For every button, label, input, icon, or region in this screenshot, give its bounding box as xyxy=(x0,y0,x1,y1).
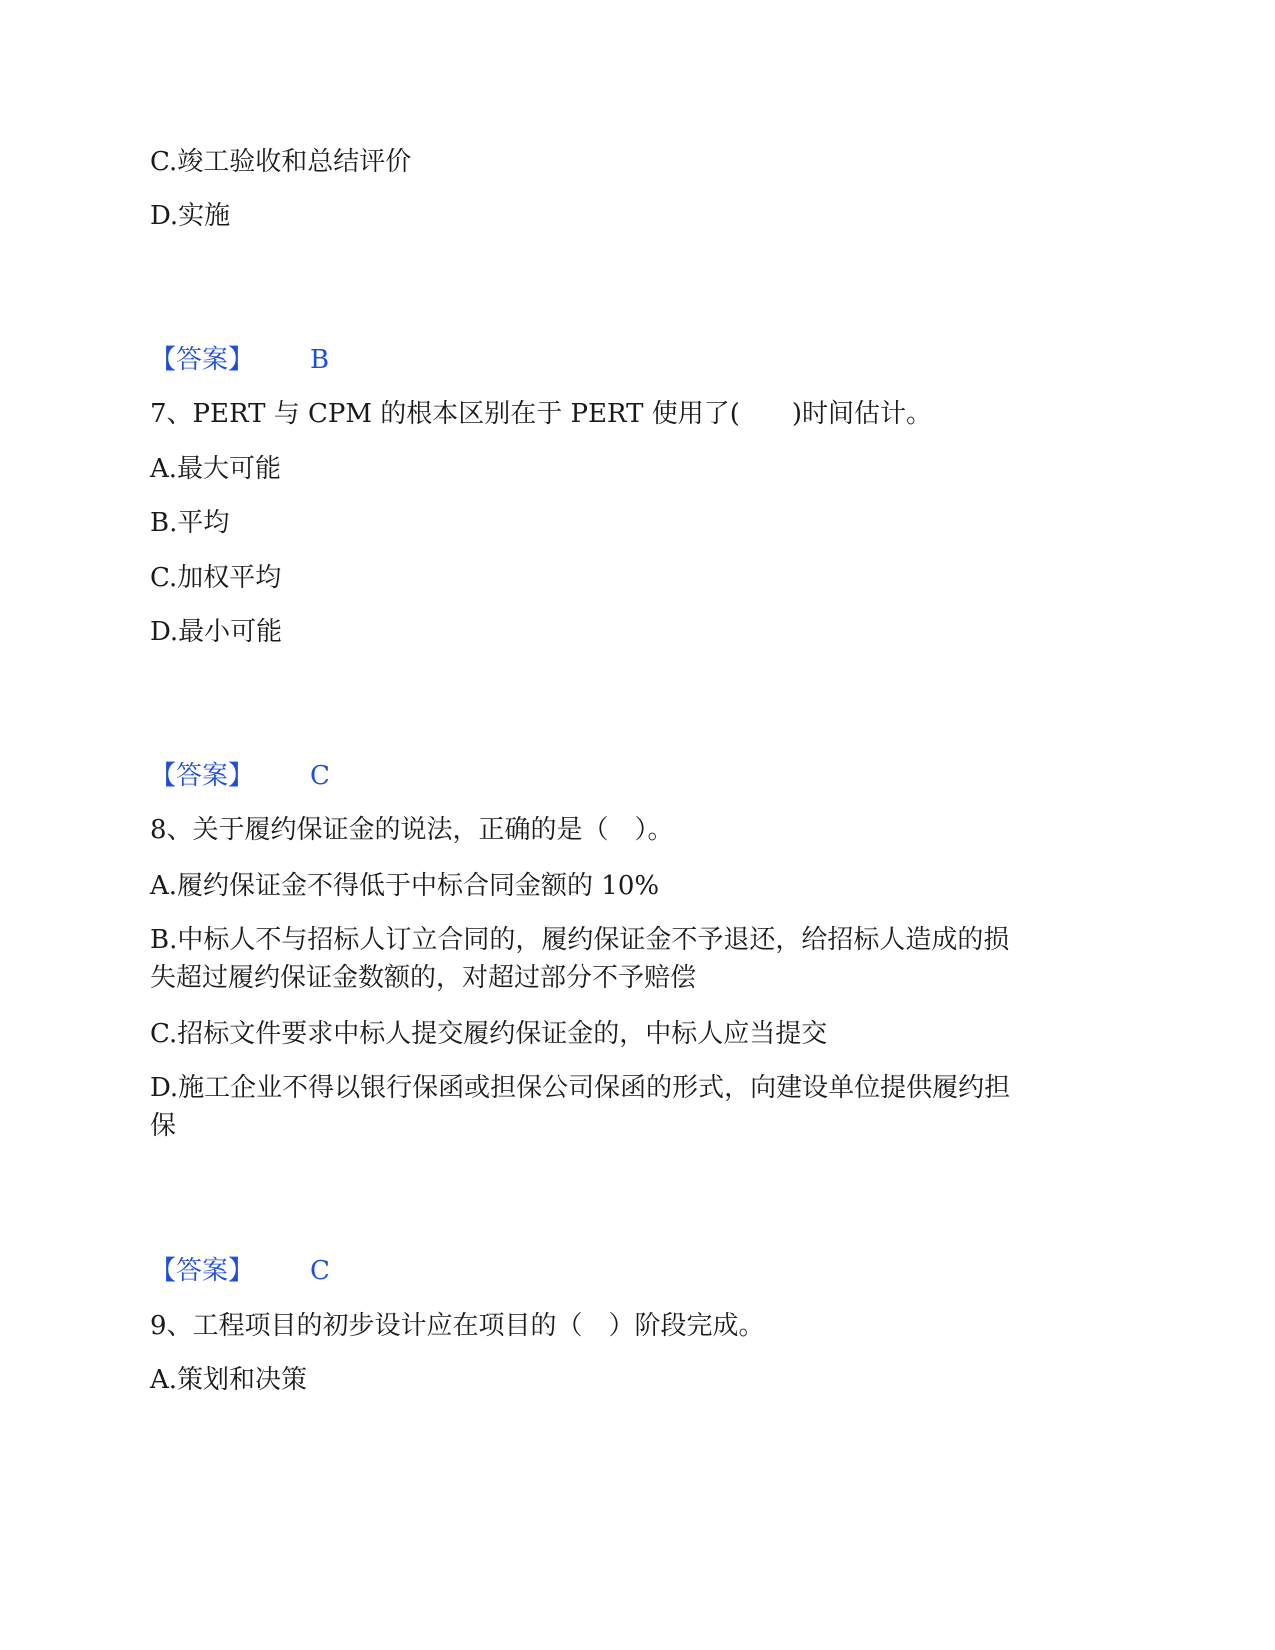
q8-option-d-line2: 保 xyxy=(150,1111,177,1141)
q7-option-d: D.最小可能 xyxy=(150,617,283,647)
q8-option-d-line1: D.施工企业不得以银行保函或担保公司保函的形式，向建设单位提供履约担 xyxy=(150,1073,1011,1103)
q8-answer xyxy=(150,1251,330,1291)
answer-label: 【答案】 xyxy=(150,1256,255,1286)
answer-label: 【答案】 xyxy=(150,761,255,791)
answer-value: B xyxy=(310,345,330,375)
q6-option-d: D.实施 xyxy=(150,201,231,231)
q8-question: 8、关于履约保证金的说法，正确的是（ ）。 xyxy=(150,815,674,845)
q9-question: 9、工程项目的初步设计应在项目的（ ）阶段完成。 xyxy=(150,1311,765,1341)
answer-label: 【答案】 xyxy=(150,345,255,375)
q7-option-c: C.加权平均 xyxy=(150,563,282,593)
q8-option-c: C.招标文件要求中标人提交履约保证金的，中标人应当提交 xyxy=(150,1019,828,1049)
q7-option-b: B.平均 xyxy=(150,508,230,538)
q8-option-b-line2: 失超过履约保证金数额的，对超过部分不予赔偿 xyxy=(150,963,697,993)
q6-answer xyxy=(150,340,329,380)
q8-option-a: A.履约保证金不得低于中标合同金额的 10% xyxy=(150,871,660,901)
q7-answer xyxy=(150,756,330,796)
answer-value: C xyxy=(310,761,330,791)
answer-value: C xyxy=(310,1256,330,1286)
q7-option-a: A.最大可能 xyxy=(150,454,282,484)
q9-option-a: A.策划和决策 xyxy=(150,1365,308,1395)
q6-option-c: C.竣工验收和总结评价 xyxy=(150,147,412,177)
q7-question: 7、PERT 与 CPM 的根本区别在于 PERT 使用了( )时间估计。 xyxy=(150,399,933,429)
q8-option-b-line1: B.中标人不与招标人订立合同的，履约保证金不予退还，给招标人造成的损 xyxy=(150,925,1010,955)
